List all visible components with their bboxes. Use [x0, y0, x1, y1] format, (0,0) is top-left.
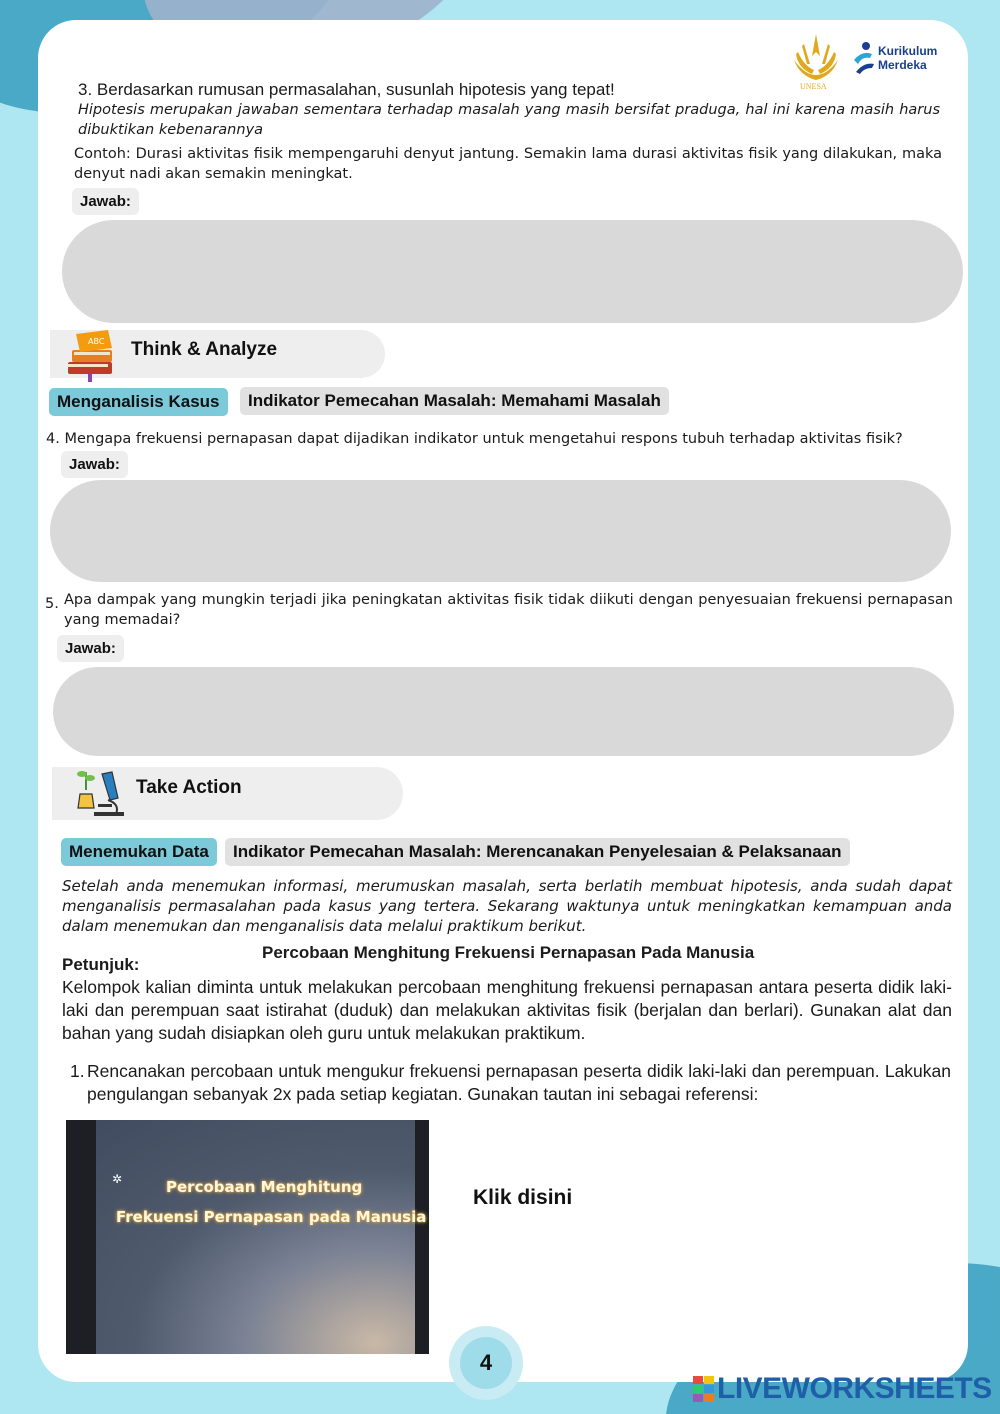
answer-label: Jawab: — [61, 451, 128, 478]
books-icon — [62, 326, 120, 382]
sparkle-icon: ✲ — [112, 1172, 123, 1186]
merdeka-text: Merdeka — [878, 58, 927, 72]
indicator-merencanakan-penyelesaian: Indikator Pemecahan Masalah: Merencanakan Penyelesaian & Pelaksanaan — [225, 838, 850, 866]
microscope-icon — [72, 764, 128, 820]
video-letterbox-left — [66, 1120, 96, 1354]
question-4-text: 4. Mengapa frekuensi pernapasan dapat dijadikan indikator untuk mengetahui respons tubuh terhadap aktivitas fisik? — [46, 431, 903, 447]
answer-label: Jawab: — [57, 635, 124, 662]
kurikulum-merdeka-logo — [852, 40, 952, 80]
answer-field-q4[interactable] — [50, 480, 951, 582]
video-title-line-1: Percobaan Menghitung — [166, 1178, 363, 1196]
tag-menemukan-data: Menemukan Data — [61, 838, 217, 866]
step-1-number: 1. — [70, 1061, 85, 1081]
step-1-text: Rencanakan percobaan untuk mengukur frekuensi pernapasan peserta didik laki-laki dan perempuan. Lakukan pengulangan sebanyak 2x pada setiap kegiatan. Gunakan tautan ini sebagai referensi: — [87, 1061, 951, 1104]
indicator-memahami-masalah: Indikator Pemecahan Masalah: Memahami Masalah — [240, 387, 669, 415]
liveworksheets-icon — [693, 1376, 715, 1404]
question-3-title: 3. Berdasarkan rumusan permasalahan, susunlah hipotesis yang tepat! — [78, 80, 615, 99]
answer-field-q3[interactable] — [62, 220, 963, 323]
svg-text:ABC: ABC — [88, 337, 105, 346]
unesa-logo-text: UNESA — [800, 82, 827, 91]
answer-field-q5[interactable] — [53, 667, 954, 756]
video-title-line-2: Frekuensi Pernapasan pada Manusia — [116, 1208, 427, 1226]
petunjuk-text: Kelompok kalian diminta untuk melakukan percobaan menghitung frekuensi pernapasan antara peserta didik laki-laki dan perempuan saat istirahat (duduk) dan melakukan aktivitas fisik (berjalan dan berlari). Gunakan alat dan bahan yang sudah disiapkan oleh guru untuk melakukan praktikum. — [62, 977, 952, 1043]
answer-label: Jawab: — [72, 188, 139, 215]
liveworksheets-logo — [693, 1372, 993, 1408]
video-thumbnail[interactable] — [66, 1120, 429, 1354]
liveworksheets-brand-text: LIVEWORKSHEETS — [717, 1372, 992, 1405]
section-title-think-analyze: Think & Analyze — [131, 339, 278, 360]
question-3-hint: Hipotesis merupakan jawaban sementara terhadap masalah yang masih bersifat praduga, hal ini karena masih harus dibuktikan kebenarannya — [78, 102, 940, 138]
tag-menganalisis-kasus: Menganalisis Kasus — [49, 388, 228, 416]
unesa-logo-icon — [786, 30, 846, 90]
kurikulum-text: Kurikulum — [878, 44, 938, 58]
section-title-take-action: Take Action — [136, 777, 242, 798]
petunjuk-label: Petunjuk: — [62, 955, 140, 974]
experiment-title: Percobaan Menghitung Frekuensi Pernapasan Pada Manusia — [262, 943, 755, 962]
page-number: 4 — [460, 1337, 512, 1389]
question-3-example: Contoh: Durasi aktivitas fisik mempengaruhi denyut jantung. Semakin lama durasi aktivitas fisik yang dilakukan, maka denyut nadi akan semakin meningkat. — [74, 146, 942, 182]
video-link[interactable]: Klik disini — [473, 1186, 573, 1209]
question-5-text: Apa dampak yang mungkin terjadi jika peningkatan aktivitas fisik tidak diikuti dengan penyesuaian frekuensi pernapasan yang memadai? — [64, 592, 953, 628]
question-5-number: 5. — [45, 596, 59, 612]
take-action-intro: Setelah anda menemukan informasi, merumuskan masalah, serta berlatih membuat hipotesis, anda sudah dapat menganalisis permasalahan pada kasus yang tertera. Sekarang waktunya untuk meningkatkan kemampuan anda dalam menemukan dan menganalisis data melalui praktikum berikut. — [62, 877, 952, 935]
video-letterbox-right — [415, 1120, 429, 1354]
